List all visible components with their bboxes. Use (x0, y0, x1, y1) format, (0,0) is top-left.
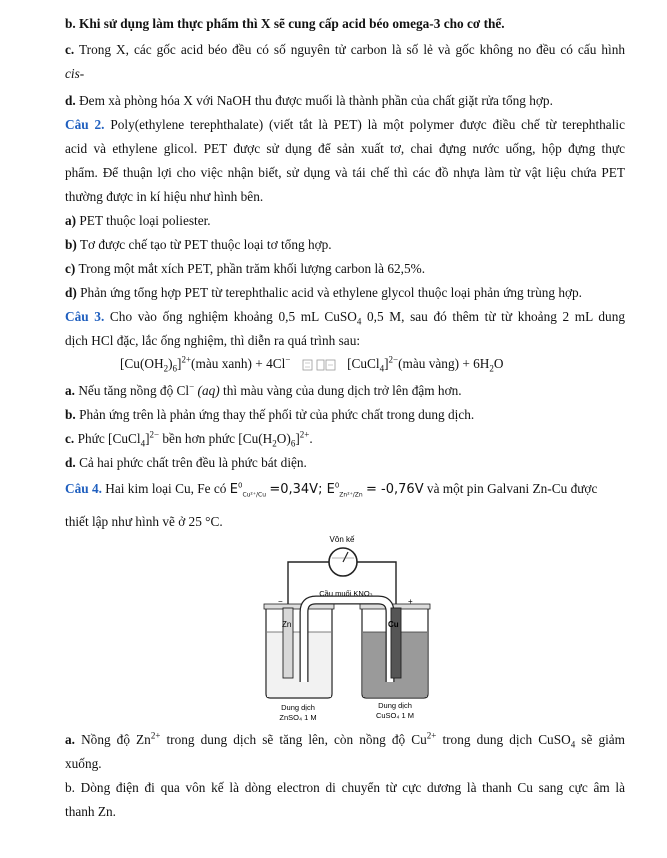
q4-e1-letter: E (229, 482, 238, 497)
q3-option-d-label: d. (65, 455, 76, 470)
q3-option-a-label: a. (65, 383, 75, 398)
zn-electrode (283, 608, 293, 678)
plus-sign: + (408, 597, 413, 606)
q2-paragraph-line-4 (65, 188, 625, 205)
q4-option-a-t3: trong dung dịch CuSO (442, 732, 571, 747)
q4-option-a-label: a. (65, 732, 75, 747)
q2-option-d-label: d) (65, 285, 77, 300)
q4-paragraph-line-2 (65, 513, 625, 530)
cu-electrode (391, 608, 401, 678)
q3-option-a-charge: − (189, 381, 195, 392)
q2-option-a-text: PET thuộc loại poliester. (79, 213, 211, 228)
q3-option-c-s2: 2 (272, 438, 277, 449)
q3-option-c-t2: ] (145, 431, 150, 446)
statement-c-label: c. (65, 42, 75, 57)
q3-p1a: Cho vào ống nghiệm khoảng 0,5 mL CuSO (109, 309, 357, 324)
q2-p4: thường được in kí hiệu như hình bên. (65, 189, 264, 204)
q2-p1: Poly(ethylene terephthalate) (viết tắt là PET) là một polymer được điều chế từ terephthalic (110, 117, 625, 132)
q3-option-a-text2: thì màu vàng của dung dịch trở lên đậm hơn. (223, 383, 462, 398)
eq-right-b: 4 (379, 363, 385, 374)
statement-b-omega-text: b. Khi sử dụng làm thực phẩm thì X sẽ cung cấp acid béo omega-3 cho cơ thể. (65, 16, 505, 31)
q4-option-b-cont (65, 803, 625, 820)
left-solution-label-2: ZnSO₄ 1 M (279, 713, 317, 722)
eq-right-charge: 2− (388, 354, 399, 365)
q3-paragraph-line-2 (65, 332, 625, 349)
q4-e1-sub: Cu²⁺/Cu (242, 491, 267, 499)
statement-c (65, 41, 625, 58)
q3-option-b (65, 406, 625, 423)
statement-c-text: Trong X, các gốc acid béo đều có số nguyên tử carbon là số lẻ và gốc không no đều có cấu hình (79, 42, 625, 57)
q4-option-a-ch2: 2+ (426, 730, 437, 741)
eq-h2o-sub: 2 (489, 363, 494, 374)
q4-paragraph-line-1: Câu 4. Hai kim loại Cu, Fe có $E^0_{Cu^{2+}/Cu} =0,34V$; $E^0_{Zn^{2+}/Zn} = -0,76V$ và một pin Galvani Zn-Cu được (65, 481, 598, 499)
q4-option-a-ch1: 2+ (150, 730, 161, 741)
q4-p2: thiết lập như hình vẽ ở 25 °C. (65, 514, 223, 529)
q3-option-a (65, 382, 625, 399)
q2-paragraph-line-2 (65, 140, 625, 157)
cu-label: Cu (388, 620, 399, 629)
q3-option-a-aq: (aq) (197, 383, 220, 398)
eq-left-c: ) (168, 356, 173, 371)
q2-option-b-text: Tơ được chế tạo từ PET thuộc loại tơ tổng hợp. (79, 237, 332, 252)
q4-option-a (65, 731, 625, 748)
q3-option-c-s1: 4 (140, 438, 146, 449)
right-solution-label-2: CuSO₄ 1 M (375, 711, 415, 720)
q4-option-a-sub: 4 (570, 739, 576, 750)
q4-option-a-t2: trong dung dịch sẽ tăng lên, còn nồng độ Cu (166, 732, 427, 747)
q4-p1a: Hai kim loại Cu, Fe có (105, 481, 227, 496)
eq-left-charge: 2+ (181, 354, 192, 365)
q3-option-c-t5: ] (295, 431, 300, 446)
q4-e2-sub: Zn²⁺/Zn (339, 491, 363, 499)
q3-option-c-s3: 6 (290, 438, 296, 449)
zn-label: Zn (282, 620, 292, 629)
q2-label: Câu 2. (65, 117, 105, 132)
q2-paragraph-line-1 (65, 116, 625, 133)
q3-equation (120, 356, 504, 372)
statement-b-omega (65, 15, 625, 32)
q2-option-b (65, 236, 625, 253)
statement-d (65, 92, 625, 109)
q4-option-a-t1: Nồng độ Zn (81, 732, 151, 747)
q3-option-c-ch1: 2− (149, 429, 160, 440)
q4-p1b: và một pin Galvani Zn-Cu được (426, 481, 598, 496)
q2-p3: phẩm. Để thuận lợi cho việc nhận biết, sử dụng và tái chế thì các đồ nhựa làm từ vật liệu chứa PET (65, 165, 625, 180)
eq-right-a: [CuCl (347, 356, 380, 371)
q3-option-c-ch2: 2+ (299, 429, 310, 440)
q4-option-b-t2: thanh Zn. (65, 804, 116, 819)
eq-right-color: (màu vàng) + 6H (398, 356, 490, 371)
q4-option-a-cont (65, 755, 625, 772)
q2-option-d (65, 284, 625, 301)
q3-option-c-t1: Phức [CuCl (77, 431, 141, 446)
salt-bridge-label: Cầu muối KNO₃ (319, 589, 373, 598)
q4-label: Câu 4. (65, 481, 102, 496)
q2-option-c-text: Trong một mắt xích PET, phần trăm khối lượng carbon là 62,5%. (78, 261, 426, 276)
eq-left-color: (màu xanh) + 4Cl (191, 356, 286, 371)
q3-option-d-text: Cả hai phức chất trên đều là phức bát diện. (79, 455, 307, 470)
q3-option-a-text1: Nếu tăng nồng độ Cl (78, 383, 190, 398)
q3-option-b-label: b. (65, 407, 76, 422)
q3-option-d (65, 454, 625, 471)
left-solution-label-1: Dung dịch (281, 703, 315, 712)
q2-option-a-label: a) (65, 213, 77, 228)
equilibrium-arrow-icon (302, 359, 336, 371)
statement-d-label: d. (65, 93, 76, 108)
q2-option-c (65, 260, 625, 277)
statement-c-cis (65, 65, 625, 82)
q3-option-c-t6: . (309, 431, 313, 446)
q4-option-b (65, 779, 625, 796)
q3-paragraph-line-1 (65, 308, 625, 325)
eq-left-e: ] (177, 356, 182, 371)
q2-p2: acid và ethylene glicol. PET được sử dụng để sản xuất tơ, chai đựng nước uống, hộp đựng thực (65, 141, 625, 156)
q2-option-c-label: c) (65, 261, 76, 276)
eq-h2o-end: O (493, 356, 504, 371)
q2-paragraph-line-3 (65, 164, 625, 181)
q2-option-a (65, 212, 625, 229)
eq-left-a: [Cu(OH (120, 356, 164, 371)
q3-p2: dịch HCl đặc, lắc ống nghiệm, thì diễn ra quá trình sau: (65, 333, 361, 348)
eq-left-b: 2 (163, 363, 169, 374)
voltmeter-label: Vôn kế (329, 535, 355, 544)
q3-option-c-label: c. (65, 431, 75, 446)
q3-p1-sub: 4 (356, 316, 362, 327)
q3-option-b-text: Phản ứng trên là phản ứng thay thế phối tử của phức chất trong dung dịch. (79, 407, 475, 422)
q4-e1-value: =0,34V; E (269, 482, 335, 497)
q4-option-b-t1: b. Dòng điện đi qua vôn kế là dòng electron di chuyển từ cực dương là thanh Cu sang cực âm là (65, 780, 625, 795)
q3-option-c-t3: bền hơn phức [Cu(H (162, 431, 273, 446)
q3-option-c (65, 430, 625, 447)
statement-d-text: Đem xà phòng hóa X với NaOH thu được muối là thành phần của chất giặt rửa tổng hợp. (79, 93, 553, 108)
galvanic-cell-diagram (258, 532, 438, 724)
q3-label: Câu 3. (65, 309, 105, 324)
q4-option-a-t4: sẽ giảm (581, 732, 626, 747)
q4-e1-symbol: $E^0_{Cu^{2+}/Cu}$ (229, 481, 267, 499)
q4-option-a-t5: xuống. (65, 756, 102, 771)
eq-left-d: 6 (172, 363, 178, 374)
q3-option-c-t4: O) (276, 431, 291, 446)
q3-p1c: 0,5 M, sau đó thêm từ từ khoảng 2 mL dung (367, 309, 626, 324)
q4-e2-value: = -0,76V (366, 482, 424, 497)
statement-c-cis-text: cis- (65, 66, 85, 81)
minus-sign: − (278, 597, 283, 606)
eq-right-c: ] (384, 356, 389, 371)
q2-option-b-label: b) (65, 237, 77, 252)
right-solution-label-1: Dung dịch (378, 701, 412, 710)
q2-option-d-text: Phản ứng tổng hợp PET từ terephthalic acid và ethylene glycol thuộc loại phản ứng trùng hợp. (80, 285, 582, 300)
eq-cl-charge: − (285, 354, 291, 365)
